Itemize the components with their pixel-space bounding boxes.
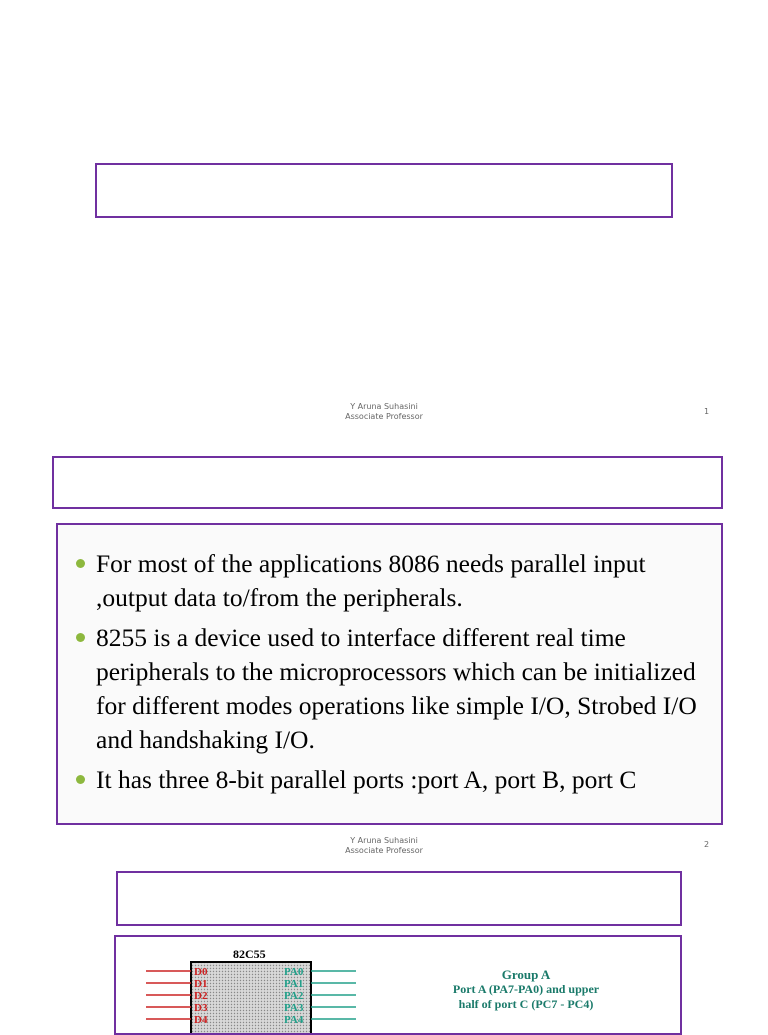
chip-label: 82C55 (233, 947, 266, 961)
pin-label: D1 (194, 978, 208, 990)
pin-label: D0 (194, 966, 208, 978)
slide2-page-number: 2 (704, 840, 710, 849)
right-pin-lines (311, 971, 356, 1019)
slide3-diagram-box (114, 935, 682, 1035)
slide3-title-box (116, 871, 682, 926)
bullet-item (74, 621, 711, 757)
slide1-page-number: 1 (704, 407, 710, 416)
slide1-footer-title: Associate Professor (345, 412, 423, 421)
chip-diagram (146, 937, 396, 1035)
pin-label: D4 (194, 1014, 208, 1026)
bullet-item (74, 763, 711, 797)
slide2-footer-title: Associate Professor (345, 846, 423, 855)
slide1-title-box (95, 163, 673, 218)
pin-label: PA1 (284, 978, 304, 990)
pin-label: PA2 (284, 990, 304, 1002)
bullet-dot-icon (76, 559, 85, 568)
pin-label: PA4 (284, 1014, 304, 1026)
slide1-footer-author: Y Aruna Suhasini (350, 402, 418, 411)
bullet-dot-icon (76, 775, 85, 784)
bullet-text: 8255 is a device used to interface different real time peripherals to the microprocessors which can be initialized for different modes operations like simple I/O, Strobed I/O and handshaking I/O. (96, 623, 697, 754)
bullet-dot-icon (76, 633, 85, 642)
slide1-footer (284, 402, 484, 422)
pin-label: PA3 (284, 1002, 304, 1014)
bullet-text: For most of the applications 8086 needs parallel input ,output data to/from the peripherals. (96, 549, 646, 612)
slide2-content-box (56, 523, 723, 825)
bullet-text: It has three 8-bit parallel ports :port A, port B, port C (96, 765, 637, 794)
pin-label: PA0 (284, 966, 304, 978)
slide2-title-box (52, 456, 723, 509)
slide2-footer-author: Y Aruna Suhasini (350, 836, 418, 845)
slide2-footer (284, 836, 484, 856)
group-a-line2: half of port C (PC7 - PC4) (458, 997, 594, 1011)
pin-label: D2 (194, 990, 208, 1002)
group-a-title: Group A (501, 967, 551, 982)
left-pin-lines (146, 971, 191, 1019)
pin-label: D3 (194, 1002, 208, 1014)
bullet-item (74, 547, 711, 615)
group-a-description (416, 967, 636, 1012)
bullet-list (74, 547, 711, 803)
group-a-line1: Port A (PA7-PA0) and upper (452, 982, 600, 996)
